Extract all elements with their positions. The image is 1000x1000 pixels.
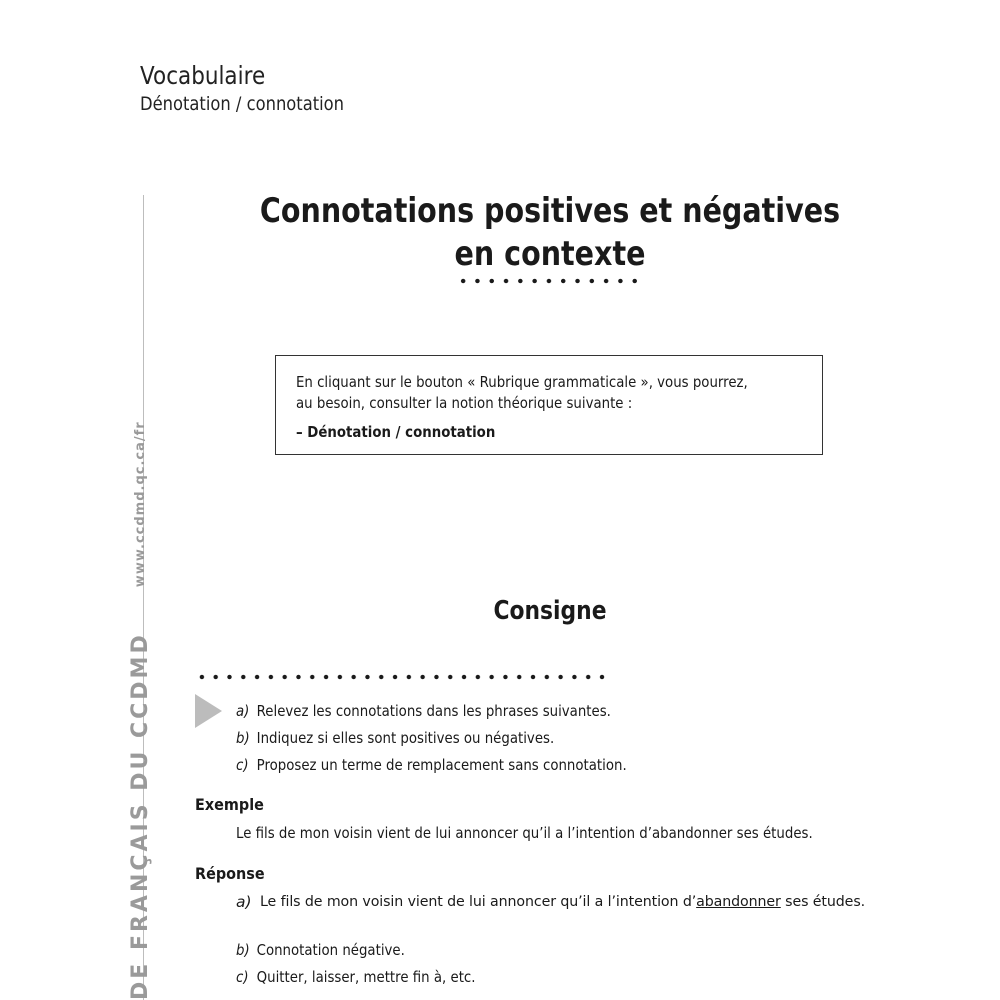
instruction-item bbox=[236, 728, 554, 748]
answer-a-after: ses études. bbox=[780, 894, 866, 910]
page-title-line-1: Connotations positives et négatives bbox=[259, 191, 841, 231]
instruction-item bbox=[236, 755, 627, 775]
answer-item-b bbox=[236, 940, 405, 960]
note-line-2: au besoin, consulter la notion théorique suivante : bbox=[296, 394, 633, 412]
answer-a-before: Le fils de mon voisin vient de lui annoncer qu’il a l’intention d’ bbox=[260, 894, 697, 910]
section-name: Vocabulaire bbox=[140, 61, 266, 90]
instruction-letter: c) bbox=[236, 756, 249, 774]
theory-note-box bbox=[275, 355, 823, 455]
instruction-text: Relevez les connotations dans les phrases suivantes. bbox=[256, 702, 611, 720]
note-line-1: En cliquant sur le bouton « Rubrique grammaticale », vous pourrez, bbox=[296, 373, 748, 391]
answer-item-c bbox=[236, 967, 476, 987]
consigne-heading: Consigne bbox=[493, 596, 607, 626]
instruction-item bbox=[236, 701, 611, 721]
example-label: Exemple bbox=[195, 795, 264, 814]
topic-name: Dénotation / connotation bbox=[140, 93, 345, 115]
instruction-letter: a) bbox=[236, 702, 250, 720]
instruction-text: Proposez un terme de remplacement sans connotation. bbox=[256, 756, 627, 774]
sidebar-vertical-text bbox=[128, 421, 153, 1000]
title-dotted-rule bbox=[456, 277, 642, 285]
answer-letter: c) bbox=[236, 968, 249, 986]
answer-c-text: Quitter, laisser, mettre fin à, etc. bbox=[256, 968, 476, 986]
play-arrow-icon bbox=[195, 694, 222, 728]
instruction-letter: b) bbox=[236, 729, 250, 747]
answer-label: Réponse bbox=[195, 864, 265, 883]
page-header bbox=[140, 60, 377, 116]
sidebar-brand: DE FRANÇAIS DU CCDMD bbox=[128, 632, 153, 1000]
note-theory-link[interactable]: – Dénotation / connotation bbox=[296, 423, 496, 441]
answer-a-text bbox=[260, 892, 904, 912]
answer-item-a bbox=[236, 892, 904, 912]
page-title bbox=[256, 190, 844, 276]
underlined-connotation: abandonner bbox=[696, 894, 781, 910]
instruction-text: Indiquez si elles sont positives ou négatives. bbox=[256, 729, 555, 747]
sidebar-url[interactable]: www.ccdmd.qc.ca/fr bbox=[133, 421, 148, 588]
page-title-line-2: en contexte bbox=[454, 234, 646, 274]
answer-letter: a) bbox=[236, 893, 252, 911]
answer-b-text: Connotation négative. bbox=[256, 941, 405, 959]
consigne-dotted-rule bbox=[195, 673, 607, 681]
answer-letter: b) bbox=[236, 941, 250, 959]
example-sentence: Le fils de mon voisin vient de lui annoncer qu’il a l’intention d’abandonner ses études. bbox=[236, 824, 813, 842]
